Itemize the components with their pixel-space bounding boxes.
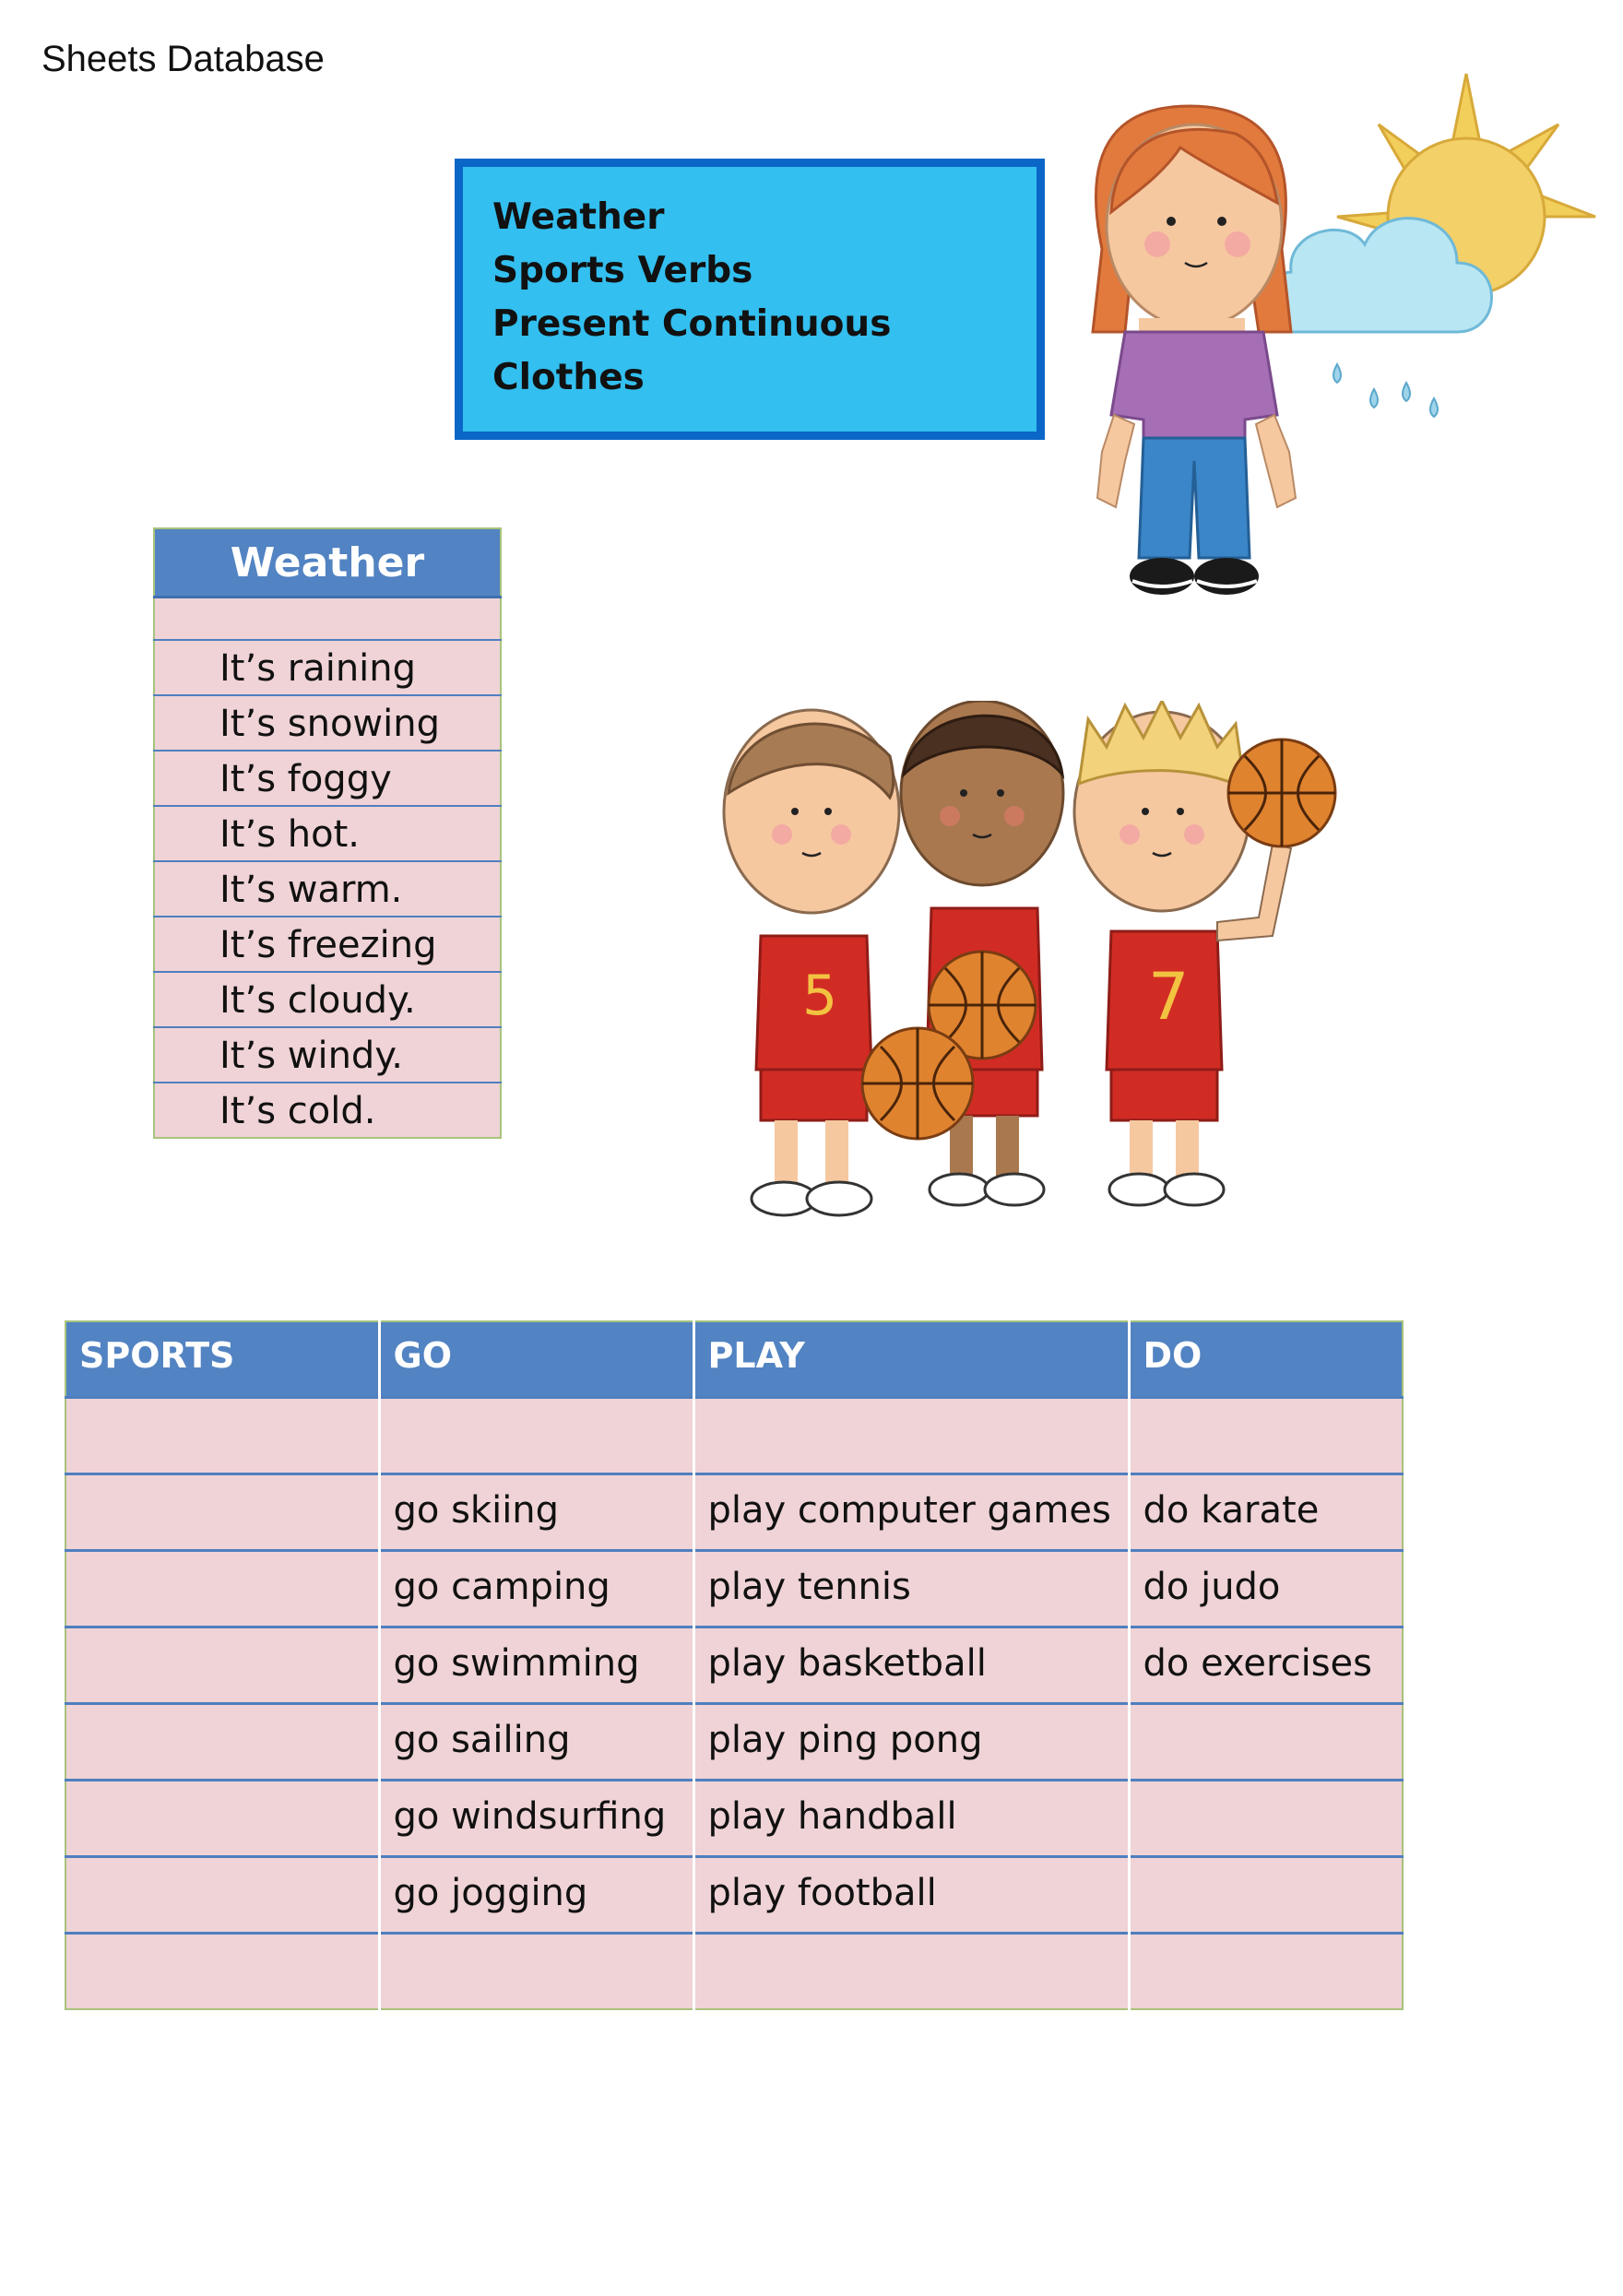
table-row: [65, 1781, 1403, 1857]
table-cell: do judo: [1129, 1551, 1403, 1627]
table-row: [65, 1474, 1403, 1551]
table-row: [65, 1627, 1403, 1704]
table-row: [65, 1857, 1403, 1934]
topic-item: Sports Verbs: [492, 250, 753, 291]
table-cell: [693, 1398, 1129, 1474]
table-cell: go camping: [379, 1551, 693, 1627]
table-cell: [1129, 1704, 1403, 1781]
table-cell: go swimming: [379, 1627, 693, 1704]
weather-table-heading: Weather: [154, 528, 501, 598]
table-cell: [65, 1551, 379, 1627]
table-cell: play tennis: [693, 1551, 1129, 1627]
table-row: [65, 1551, 1403, 1627]
topic-item: Clothes: [492, 357, 645, 398]
table-cell: [1129, 1857, 1403, 1934]
table-cell: [379, 1398, 693, 1474]
table-row: [65, 1398, 1403, 1474]
sports-verbs-table: [65, 1320, 1404, 2010]
table-cell: [65, 1857, 379, 1934]
page-header-title: Sheets Database: [41, 39, 325, 79]
topic-item: Present Continuous: [492, 303, 892, 345]
weather-item: It’s windy.: [154, 1027, 501, 1083]
jersey-number-7: 7: [1148, 959, 1190, 1035]
table-cell: do exercises: [1129, 1627, 1403, 1704]
table-cell: go sailing: [379, 1704, 693, 1781]
topic-item: Weather: [492, 196, 665, 238]
weather-item: It’s snowing: [154, 695, 501, 751]
weather-item: It’s freezing: [154, 917, 501, 972]
table-cell: [1129, 1781, 1403, 1857]
table-cell: [65, 1627, 379, 1704]
three-kids-basketball-illustration: [719, 701, 1365, 1236]
basketball-icon: [862, 1028, 973, 1139]
table-cell: go jogging: [379, 1857, 693, 1934]
basketball-icon: [1228, 740, 1335, 846]
column-header-go: GO: [379, 1321, 693, 1398]
weather-blank-cell: [154, 598, 501, 641]
table-cell: play handball: [693, 1781, 1129, 1857]
table-cell: play computer games: [693, 1474, 1129, 1551]
topics-box: [455, 159, 1045, 440]
weather-item: It’s raining: [154, 640, 501, 695]
table-cell: [1129, 1398, 1403, 1474]
weather-table: [153, 527, 502, 1139]
jersey-number-5: 5: [802, 964, 838, 1028]
table-cell: [65, 1781, 379, 1857]
column-header-do: DO: [1129, 1321, 1403, 1398]
table-cell: go skiing: [379, 1474, 693, 1551]
table-cell: play basketball: [693, 1627, 1129, 1704]
weather-item: It’s cold.: [154, 1083, 501, 1138]
table-cell: [379, 1934, 693, 2010]
weather-item: It’s cloudy.: [154, 972, 501, 1027]
table-cell: [65, 1934, 379, 2010]
table-cell: [1129, 1934, 1403, 2010]
table-row: [65, 1934, 1403, 2010]
girl-with-sun-and-cloud-illustration: [1060, 55, 1605, 618]
table-cell: do karate: [1129, 1474, 1403, 1551]
table-cell: play football: [693, 1857, 1129, 1934]
table-cell: [693, 1934, 1129, 2010]
column-header-sports: SPORTS: [65, 1321, 379, 1398]
table-cell: play ping pong: [693, 1704, 1129, 1781]
table-cell: [65, 1704, 379, 1781]
girl-icon: [1093, 106, 1296, 595]
table-cell: [65, 1474, 379, 1551]
table-row: [65, 1704, 1403, 1781]
table-cell: go windsurfing: [379, 1781, 693, 1857]
weather-item: It’s hot.: [154, 806, 501, 861]
weather-item: It’s warm.: [154, 861, 501, 917]
kid-left-icon: [724, 710, 899, 1215]
column-header-play: PLAY: [693, 1321, 1129, 1398]
table-cell: [65, 1398, 379, 1474]
weather-item: It’s foggy: [154, 751, 501, 806]
